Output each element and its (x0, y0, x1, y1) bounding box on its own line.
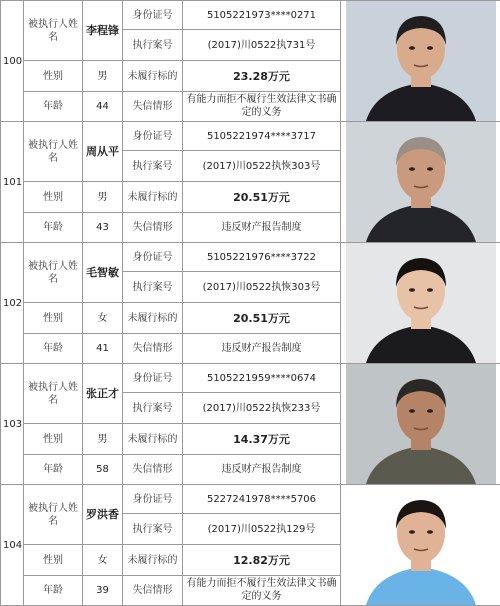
label-status: 失信情形 (123, 333, 183, 363)
photo-cell (341, 122, 500, 243)
gender-value: 男 (83, 182, 123, 212)
age-value: 44 (83, 91, 123, 121)
label-gender: 性别 (24, 61, 83, 91)
age-value: 39 (83, 575, 123, 605)
right-eye-shape (427, 288, 433, 292)
record-number: 102 (1, 243, 24, 364)
label-status: 失信情形 (123, 91, 183, 121)
right-eye-shape (427, 167, 433, 171)
label-name: 被执行人姓名 (24, 243, 83, 303)
id-number: 5227241978****5706 (183, 485, 341, 514)
label-name: 被执行人姓名 (24, 485, 83, 545)
gender-value: 男 (83, 424, 123, 454)
debtor-name: 张正才 (83, 364, 123, 424)
amount-value: 12.82万元 (183, 545, 341, 575)
portrait-photo (346, 485, 496, 605)
debtor-name: 周从平 (83, 122, 123, 182)
age-value: 43 (83, 212, 123, 242)
right-eye-shape (427, 530, 433, 534)
label-case: 执行案号 (123, 514, 183, 545)
photo-cell (341, 1, 500, 122)
amount-value: 20.51万元 (183, 303, 341, 333)
label-amount: 未履行标的 (123, 545, 183, 575)
label-id: 身份证号 (123, 243, 183, 272)
label-case: 执行案号 (123, 30, 183, 61)
label-amount: 未履行标的 (123, 182, 183, 212)
label-age: 年龄 (24, 91, 83, 121)
id-number: 5105221959****0674 (183, 364, 341, 393)
status-value: 违反财产报告制度 (183, 212, 341, 242)
case-number: (2017)川0522执恢233号 (183, 393, 341, 424)
label-amount: 未履行标的 (123, 61, 183, 91)
id-number: 5105221974****3717 (183, 122, 341, 151)
record-row-name (1, 122, 500, 151)
record-number: 100 (1, 1, 24, 122)
label-age: 年龄 (24, 454, 83, 484)
label-id: 身份证号 (123, 485, 183, 514)
label-name: 被执行人姓名 (24, 364, 83, 424)
record-row-name (1, 1, 500, 30)
amount-value: 20.51万元 (183, 182, 341, 212)
label-case: 执行案号 (123, 151, 183, 182)
photo-cell (341, 243, 500, 364)
amount-value: 23.28万元 (183, 61, 341, 91)
left-eye-shape (409, 167, 415, 171)
gender-value: 男 (83, 61, 123, 91)
status-value: 违反财产报告制度 (183, 333, 341, 363)
photo-cell (341, 364, 500, 485)
record-number: 104 (1, 485, 24, 606)
right-eye-shape (427, 46, 433, 50)
label-id: 身份证号 (123, 122, 183, 151)
label-age: 年龄 (24, 575, 83, 605)
right-eye-shape (427, 409, 433, 413)
record-number: 103 (1, 364, 24, 485)
id-number: 5105221976****3722 (183, 243, 341, 272)
gender-value: 女 (83, 545, 123, 575)
debtor-name: 毛智敏 (83, 243, 123, 303)
portrait-photo (346, 1, 496, 121)
label-case: 执行案号 (123, 393, 183, 424)
label-gender: 性别 (24, 545, 83, 575)
label-gender: 性别 (24, 424, 83, 454)
label-amount: 未履行标的 (123, 424, 183, 454)
record-row-name (1, 485, 500, 514)
label-name: 被执行人姓名 (24, 1, 83, 61)
label-age: 年龄 (24, 212, 83, 242)
left-eye-shape (409, 46, 415, 50)
left-eye-shape (409, 530, 415, 534)
left-eye-shape (409, 409, 415, 413)
left-eye-shape (409, 288, 415, 292)
label-id: 身份证号 (123, 364, 183, 393)
case-number: (2017)川0522执731号 (183, 30, 341, 61)
status-value: 有能力而拒不履行生效法律文书确定的义务 (183, 91, 341, 121)
gender-value: 女 (83, 303, 123, 333)
label-name: 被执行人姓名 (24, 122, 83, 182)
id-number: 5105221973****0271 (183, 1, 341, 30)
case-number: (2017)川0522执恢303号 (183, 151, 341, 182)
label-status: 失信情形 (123, 454, 183, 484)
status-value: 违反财产报告制度 (183, 454, 341, 484)
label-amount: 未履行标的 (123, 303, 183, 333)
debtor-name: 李程锋 (83, 1, 123, 61)
label-age: 年龄 (24, 333, 83, 363)
label-case: 执行案号 (123, 272, 183, 303)
record-row-name (1, 364, 500, 393)
label-gender: 性别 (24, 182, 83, 212)
label-id: 身份证号 (123, 1, 183, 30)
debtor-name: 罗洪香 (83, 485, 123, 545)
label-gender: 性别 (24, 303, 83, 333)
photo-cell (341, 485, 500, 606)
record-number: 101 (1, 122, 24, 243)
case-number: (2017)川0522执129号 (183, 514, 341, 545)
portrait-photo (346, 122, 496, 242)
portrait-photo (346, 243, 496, 363)
case-number: (2017)川0522执恢303号 (183, 272, 341, 303)
label-status: 失信情形 (123, 575, 183, 605)
portrait-photo (346, 364, 496, 484)
status-value: 有能力而拒不履行生效法律文书确定的义务 (183, 575, 341, 605)
label-status: 失信情形 (123, 212, 183, 242)
age-value: 41 (83, 333, 123, 363)
record-row-name (1, 243, 500, 272)
age-value: 58 (83, 454, 123, 484)
amount-value: 14.37万元 (183, 424, 341, 454)
